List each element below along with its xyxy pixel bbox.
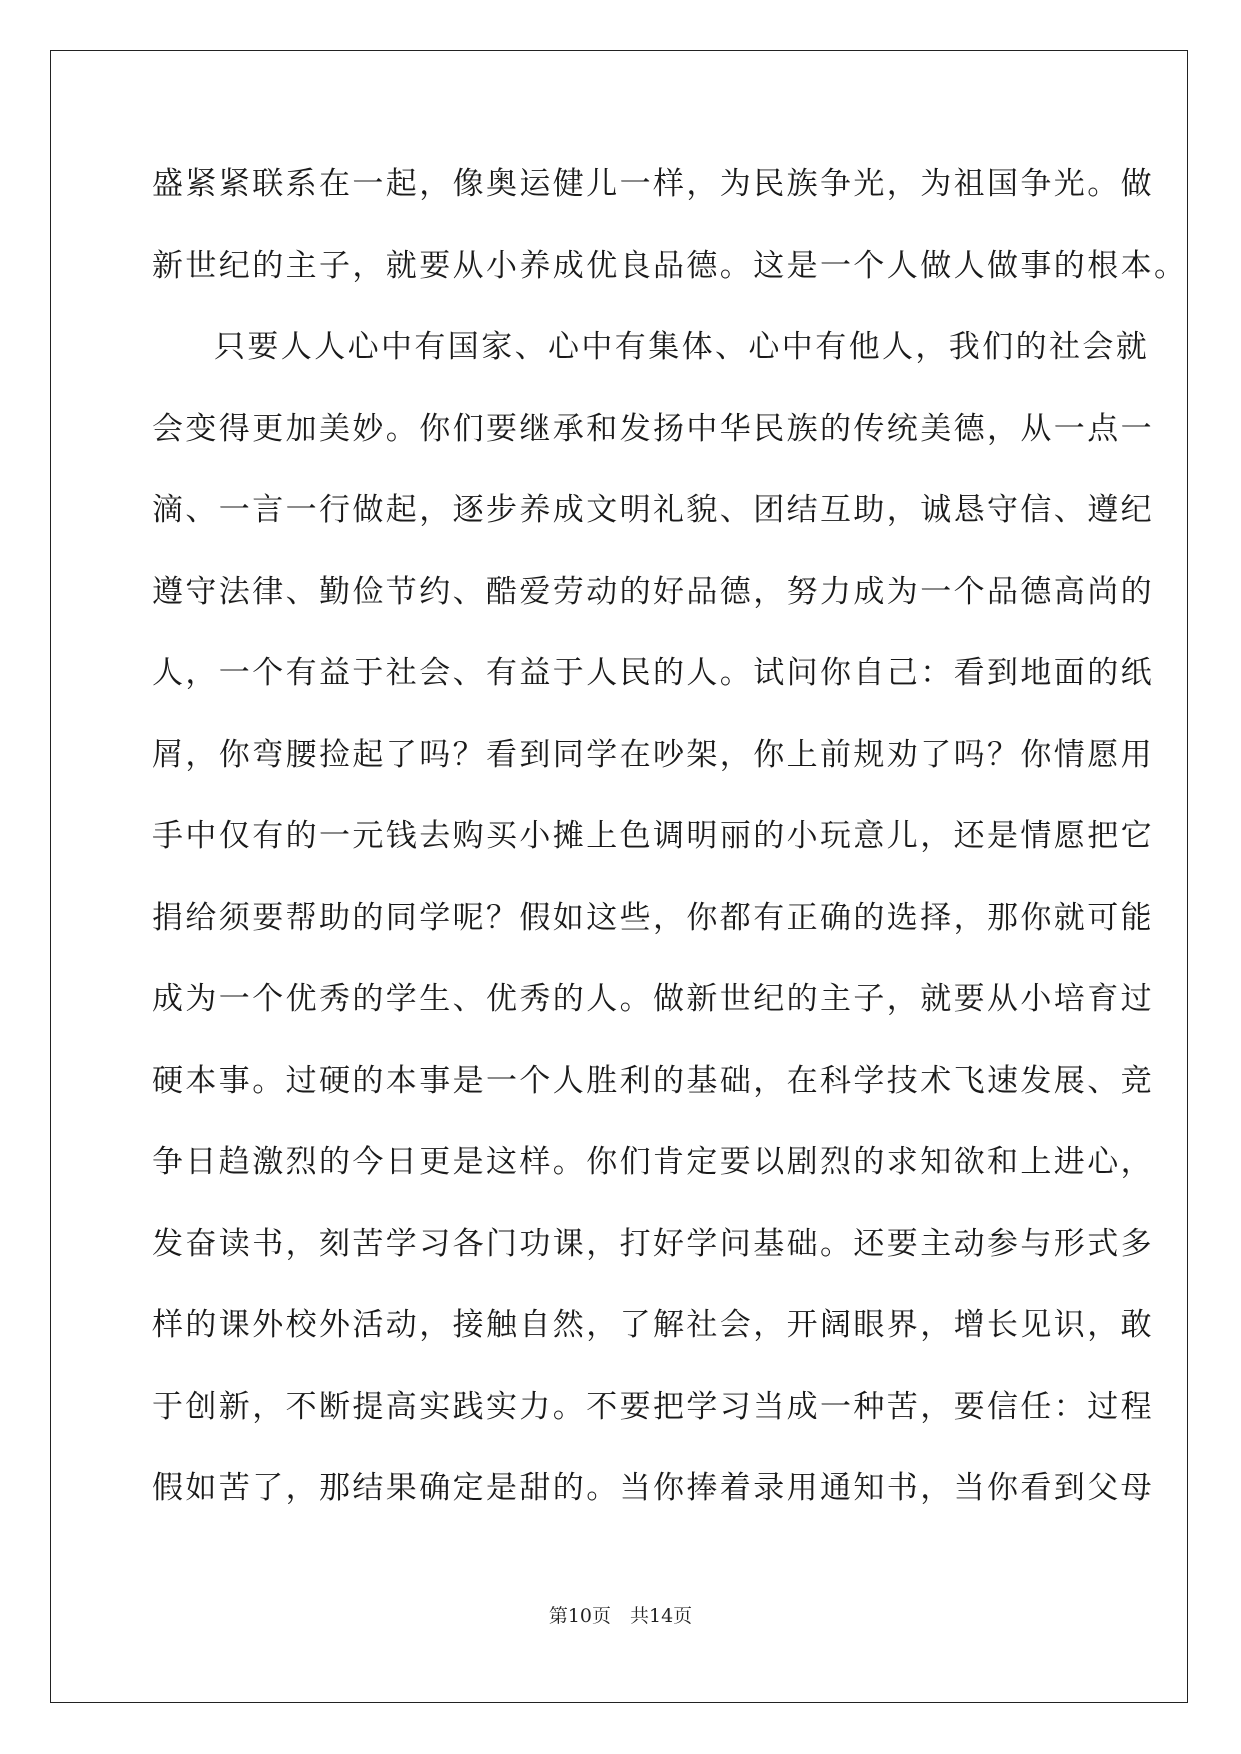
text-line: 硬本事。过硬的本事是一个人胜利的基础，在科学技术飞速发展、竞 xyxy=(152,1062,1154,1099)
text-line: 屑，你弯腰捡起了吗？看到同学在吵架，你上前规劝了吗？你情愿用 xyxy=(152,736,1154,773)
text-line: 争日趋激烈的今日更是这样。你们肯定要以剧烈的求知欲和上进心， xyxy=(152,1144,1154,1180)
text-line: 手中仅有的一元钱去购买小摊上色调明丽的小玩意儿，还是情愿把它 xyxy=(152,818,1154,854)
page-number-footer: 第10页 共14页 xyxy=(548,1605,693,1627)
text-line: 滴、一言一行做起，逐步养成文明礼貌、团结互助，诚恳守信、遵纪 xyxy=(152,492,1154,528)
text-line: 捐给须要帮助的同学呢？假如这些，你都有正确的选择，那你就可能 xyxy=(152,899,1154,936)
text-line: 会变得更加美妙。你们要继承和发扬中华民族的传统美德，从一点一 xyxy=(152,410,1154,447)
text-line: 新世纪的主子，就要从小养成优良品德。这是一个人做人做事的根本。 xyxy=(152,247,1188,284)
text-line: 人，一个有益于社会、有益于人民的人。试问你自己：看到地面的纸 xyxy=(152,655,1154,691)
text-line: 遵守法律、勤俭节约、酷爱劳动的好品德，努力成为一个品德高尚的 xyxy=(152,573,1154,610)
document-body xyxy=(152,160,1188,1546)
text-line: 假如苦了，那结果确定是甜的。当你捧着录用通知书，当你看到父母 xyxy=(152,1470,1154,1506)
text-line: 成为一个优秀的学生、优秀的人。做新世纪的主子，就要从小培育过 xyxy=(152,981,1154,1017)
text-line: 于创新，不断提高实践实力。不要把学习当成一种苦，要信任：过程 xyxy=(152,1388,1154,1425)
text-line: 发奋读书，刻苦学习各门功课，打好学问基础。还要主动参与形式多 xyxy=(152,1225,1154,1262)
text-line: 盛紧紧联系在一起，像奥运健儿一样，为民族争光，为祖国争光。做 xyxy=(152,166,1154,202)
text-line: 样的课外校外活动，接触自然，了解社会，开阔眼界，增长见识，敢 xyxy=(152,1307,1154,1343)
paragraph-start-line: 只要人人心中有国家、心中有集体、心中有他人，我们的社会就 xyxy=(214,329,1150,365)
